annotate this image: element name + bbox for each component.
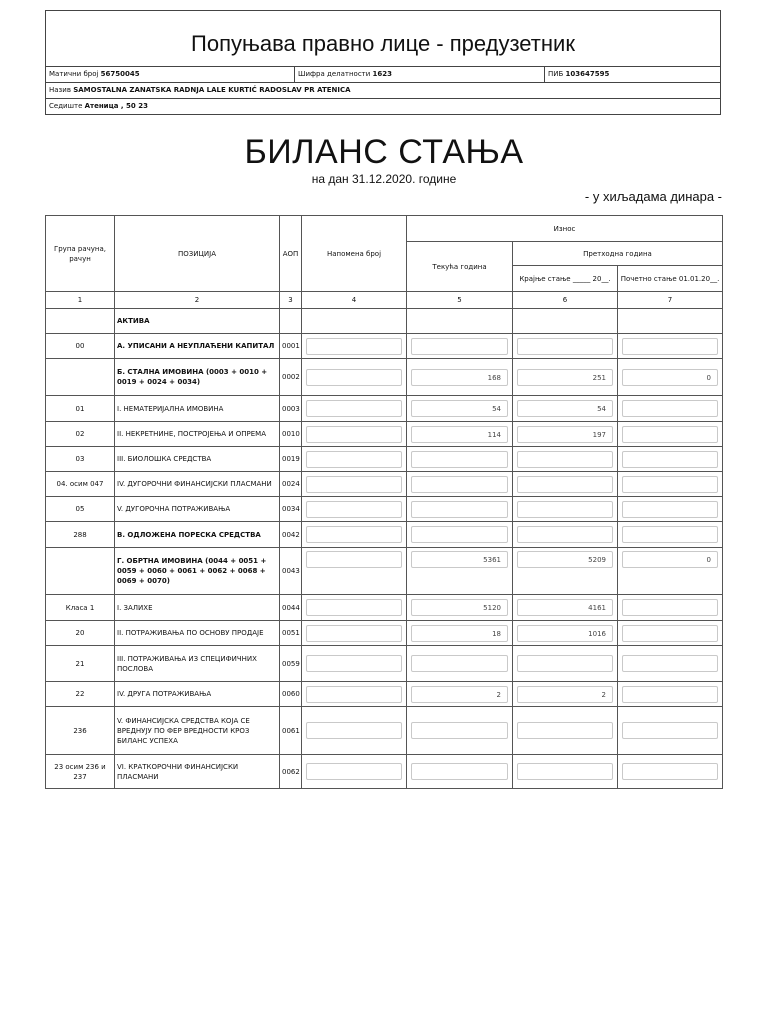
pib-value: 103647595 (565, 70, 610, 78)
prev-start-field[interactable]: 0 (622, 369, 718, 386)
note-field[interactable] (306, 551, 402, 568)
row-position: Г. ОБРТНА ИМОВИНА (0044 + 0051 + 0059 + 0060 + 0061 + 0062 + 0068 + 0069 + 0070) (115, 548, 280, 595)
row-c7 (618, 472, 723, 497)
row-c5 (407, 422, 513, 447)
header-position: ПОЗИЦИЈА (115, 216, 280, 292)
row-group (46, 309, 115, 334)
row-group (46, 359, 115, 396)
row-aop: 0059 (280, 646, 302, 682)
row-c7 (618, 497, 723, 522)
table-row (46, 422, 723, 447)
row-c7 (618, 422, 723, 447)
document-title: БИЛАНС СТАЊА (244, 133, 524, 171)
table-row (46, 359, 723, 396)
row-c7 (618, 707, 723, 755)
row-position: I. ЗАЛИХЕ (115, 595, 280, 621)
row-aop: 0060 (280, 682, 302, 707)
row-note (302, 621, 407, 646)
row-c5 (407, 707, 513, 755)
row-group: Класа 1 (46, 595, 115, 621)
prev-end-field[interactable]: 54 (517, 400, 613, 417)
table-row (46, 707, 723, 755)
row-c6 (513, 422, 618, 447)
current-year-field[interactable]: 5120 (411, 599, 508, 616)
prev-start-field[interactable] (622, 763, 718, 780)
sd-value: 1623 (372, 70, 393, 78)
row-position: IV. ДУГОРОЧНИ ФИНАНСИЈСКИ ПЛАСМАНИ (115, 472, 280, 497)
header-group: Група рачуна, рачун (46, 216, 115, 292)
row-note (302, 334, 407, 359)
row-note (302, 682, 407, 707)
row-c5 (407, 359, 513, 396)
col-number: 7 (618, 292, 723, 309)
prev-start-field[interactable] (622, 625, 718, 642)
prev-start-field[interactable] (622, 451, 718, 468)
note-field[interactable] (306, 400, 402, 417)
current-year-field[interactable]: 54 (411, 400, 508, 417)
pib-cell (544, 67, 720, 82)
row-group: 288 (46, 522, 115, 548)
row-group: 236 (46, 707, 115, 755)
header-previous: Претходна година (513, 242, 723, 266)
table-row (46, 472, 723, 497)
row-c7 (618, 522, 723, 548)
row-position: II. ПОТРАЖИВАЊА ПО ОСНОВУ ПРОДАЈЕ (115, 621, 280, 646)
row-c6 (513, 334, 618, 359)
row-note (302, 447, 407, 472)
row-c6 (513, 755, 618, 789)
row-c6 (513, 707, 618, 755)
row-note (302, 548, 407, 595)
naziv-cell (46, 83, 720, 98)
prev-end-field[interactable] (517, 451, 613, 468)
prev-end-field[interactable]: 1016 (517, 625, 613, 642)
row-c5 (407, 755, 513, 789)
row-c6 (513, 472, 618, 497)
prev-end-field[interactable]: 251 (517, 369, 613, 386)
table-row (46, 595, 723, 621)
current-year-field[interactable]: 5361 (411, 551, 508, 568)
sediste-label: Седиште (49, 102, 83, 110)
prev-end-field[interactable]: 197 (517, 426, 613, 443)
row-c6 (513, 309, 618, 334)
current-year-field[interactable]: 18 (411, 625, 508, 642)
row-group: 23 осим 236 и 237 (46, 755, 115, 789)
col-number: 2 (115, 292, 280, 309)
header-row-name (46, 83, 720, 99)
prev-start-field[interactable] (622, 686, 718, 703)
document-subtitle: на дан 31.12.2020. године (311, 172, 457, 186)
col-number: 6 (513, 292, 618, 309)
prev-start-field[interactable] (622, 400, 718, 417)
table-row (46, 396, 723, 422)
note-field[interactable] (306, 686, 402, 703)
row-aop: 0002 (280, 359, 302, 396)
row-c7 (618, 309, 723, 334)
row-position: АКТИВА (115, 309, 280, 334)
row-c5 (407, 396, 513, 422)
prev-start-field[interactable] (622, 722, 718, 739)
table-row (46, 309, 723, 334)
prev-start-field[interactable] (622, 655, 718, 672)
current-year-field[interactable] (411, 722, 508, 739)
prev-end-field[interactable] (517, 763, 613, 780)
header-note: Напомена број (302, 216, 407, 292)
row-group (46, 548, 115, 595)
row-c7 (618, 595, 723, 621)
row-aop: 0062 (280, 755, 302, 789)
row-aop: 0003 (280, 396, 302, 422)
col-number: 3 (280, 292, 302, 309)
company-header (45, 10, 721, 115)
table-row (46, 682, 723, 707)
prev-end-field[interactable]: 4161 (517, 599, 613, 616)
row-c7 (618, 646, 723, 682)
prev-start-field[interactable] (622, 599, 718, 616)
current-year-field[interactable]: 114 (411, 426, 508, 443)
prev-end-field[interactable] (517, 338, 613, 355)
row-aop: 0043 (280, 548, 302, 595)
row-group: 04. осим 047 (46, 472, 115, 497)
row-aop: 0001 (280, 334, 302, 359)
row-c5 (407, 522, 513, 548)
note-field[interactable] (306, 338, 402, 355)
prev-end-field[interactable] (517, 722, 613, 739)
prev-end-field[interactable]: 5209 (517, 551, 613, 568)
row-position: II. НЕКРЕТНИНЕ, ПОСТРОЈЕЊА И ОПРЕМА (115, 422, 280, 447)
balance-sheet-table (45, 215, 723, 789)
row-c7 (618, 447, 723, 472)
row-group: 21 (46, 646, 115, 682)
prev-start-field[interactable]: 0 (622, 551, 718, 568)
table-row (46, 497, 723, 522)
table-row (46, 522, 723, 548)
note-field[interactable] (306, 451, 402, 468)
row-note (302, 309, 407, 334)
note-field[interactable] (306, 763, 402, 780)
current-year-field[interactable] (411, 451, 508, 468)
table-row (46, 755, 723, 789)
current-year-field[interactable] (411, 501, 508, 518)
note-field[interactable] (306, 369, 402, 386)
row-position: III. БИОЛОШКА СРЕДСТВА (115, 447, 280, 472)
mb-label: Матични број (49, 70, 99, 78)
row-c7 (618, 755, 723, 789)
row-position: А. УПИСАНИ А НЕУПЛАЋЕНИ КАПИТАЛ (115, 334, 280, 359)
row-note (302, 497, 407, 522)
note-field[interactable] (306, 655, 402, 672)
row-c5 (407, 595, 513, 621)
naziv-value: SAMOSTALNA ZANATSKA RADNJA LALE KURTIĆ RADOSLAV PR ATENICA (73, 86, 351, 94)
row-position: Б. СТАЛНА ИМОВИНА (0003 + 0010 + 0019 + 0024 + 0034) (115, 359, 280, 396)
header-prev-start: Почетно стање 01.01.20__. (618, 266, 723, 292)
row-aop: 0044 (280, 595, 302, 621)
prev-end-field[interactable]: 2 (517, 686, 613, 703)
row-position: IV. ДРУГА ПОТРАЖИВАЊА (115, 682, 280, 707)
row-aop: 0042 (280, 522, 302, 548)
sd-cell (294, 67, 544, 82)
mb-value: 56750045 (100, 70, 140, 78)
row-c7 (618, 396, 723, 422)
row-note (302, 522, 407, 548)
row-c7 (618, 359, 723, 396)
row-group: 02 (46, 422, 115, 447)
current-year-field[interactable]: 2 (411, 686, 508, 703)
header-prev-end: Крајње стање _____ 20__. (513, 266, 618, 292)
row-note (302, 755, 407, 789)
row-position: III. ПОТРАЖИВАЊА ИЗ СПЕЦИФИЧНИХ ПОСЛОВА (115, 646, 280, 682)
row-c6 (513, 396, 618, 422)
pib-label: ПИБ (548, 70, 564, 78)
row-note (302, 707, 407, 755)
column-numbers-row (46, 292, 723, 309)
col-number: 5 (407, 292, 513, 309)
prev-start-field[interactable] (622, 476, 718, 493)
row-group: 22 (46, 682, 115, 707)
row-c6 (513, 548, 618, 595)
current-year-field[interactable] (411, 526, 508, 543)
row-c5 (407, 621, 513, 646)
mb-cell (46, 67, 294, 82)
row-position: V. ДУГОРОЧНА ПОТРАЖИВАЊА (115, 497, 280, 522)
sediste-value: Атеница , 50 23 (84, 102, 148, 110)
row-aop: 0024 (280, 472, 302, 497)
prev-end-field[interactable] (517, 476, 613, 493)
header-row-ids (46, 67, 720, 83)
row-aop: 0034 (280, 497, 302, 522)
row-group: 00 (46, 334, 115, 359)
row-c5 (407, 334, 513, 359)
current-year-field[interactable]: 168 (411, 369, 508, 386)
current-year-field[interactable] (411, 476, 508, 493)
row-note (302, 396, 407, 422)
note-field[interactable] (306, 526, 402, 543)
row-c6 (513, 595, 618, 621)
row-c7 (618, 621, 723, 646)
note-field[interactable] (306, 426, 402, 443)
row-position: I. НЕМАТЕРИЈАЛНА ИМОВИНА (115, 396, 280, 422)
note-field[interactable] (306, 599, 402, 616)
note-field[interactable] (306, 722, 402, 739)
row-group: 03 (46, 447, 115, 472)
row-c6 (513, 522, 618, 548)
row-position: V. ФИНАНСИЈСКА СРЕДСТВА КОЈА СЕ ВРЕДНУЈУ ПО ФЕР ВРЕДНОСТИ КРОЗ БИЛАНС УСПЕХА (115, 707, 280, 755)
row-note (302, 646, 407, 682)
row-note (302, 472, 407, 497)
row-c5 (407, 472, 513, 497)
row-c7 (618, 548, 723, 595)
header-current: Текућа година (407, 242, 513, 292)
sediste-cell (46, 99, 720, 114)
table-row (46, 334, 723, 359)
row-aop (280, 309, 302, 334)
row-aop: 0010 (280, 422, 302, 447)
row-c6 (513, 497, 618, 522)
prev-start-field[interactable] (622, 338, 718, 355)
row-c6 (513, 646, 618, 682)
current-year-field[interactable] (411, 655, 508, 672)
note-field[interactable] (306, 501, 402, 518)
header-amount: Износ (407, 216, 723, 242)
sd-label: Шифра делатности (298, 70, 371, 78)
row-group: 20 (46, 621, 115, 646)
document-unit: - у хиљадама динара - (584, 189, 722, 204)
current-year-field[interactable] (411, 763, 508, 780)
table-row (46, 646, 723, 682)
row-aop: 0061 (280, 707, 302, 755)
table-row (46, 621, 723, 646)
prev-start-field[interactable] (622, 526, 718, 543)
prev-end-field[interactable] (517, 501, 613, 518)
header-title: Попуњава правно лице - предузетник (46, 11, 720, 67)
row-note (302, 359, 407, 396)
prev-start-field[interactable] (622, 426, 718, 443)
header-aop: АОП (280, 216, 302, 292)
row-c6 (513, 359, 618, 396)
row-c7 (618, 682, 723, 707)
col-number: 1 (46, 292, 115, 309)
row-c5 (407, 548, 513, 595)
prev-start-field[interactable] (622, 501, 718, 518)
row-group: 01 (46, 396, 115, 422)
row-note (302, 595, 407, 621)
row-group: 05 (46, 497, 115, 522)
row-c7 (618, 334, 723, 359)
row-c5 (407, 447, 513, 472)
naziv-label: Назив (49, 86, 71, 94)
row-c6 (513, 447, 618, 472)
current-year-field[interactable] (411, 338, 508, 355)
table-row (46, 548, 723, 595)
table-row (46, 447, 723, 472)
prev-end-field[interactable] (517, 526, 613, 543)
row-position: VI. КРАТКОРОЧНИ ФИНАНСИЈСКИ ПЛАСМАНИ (115, 755, 280, 789)
row-c5 (407, 646, 513, 682)
note-field[interactable] (306, 625, 402, 642)
row-aop: 0019 (280, 447, 302, 472)
row-aop: 0051 (280, 621, 302, 646)
row-c5 (407, 682, 513, 707)
row-c5 (407, 309, 513, 334)
col-number: 4 (302, 292, 407, 309)
row-c6 (513, 682, 618, 707)
row-c5 (407, 497, 513, 522)
row-c6 (513, 621, 618, 646)
prev-end-field[interactable] (517, 655, 613, 672)
note-field[interactable] (306, 476, 402, 493)
row-position: В. ОДЛОЖЕНА ПОРЕСКА СРЕДСТВА (115, 522, 280, 548)
header-row-seat (46, 99, 720, 114)
row-note (302, 422, 407, 447)
